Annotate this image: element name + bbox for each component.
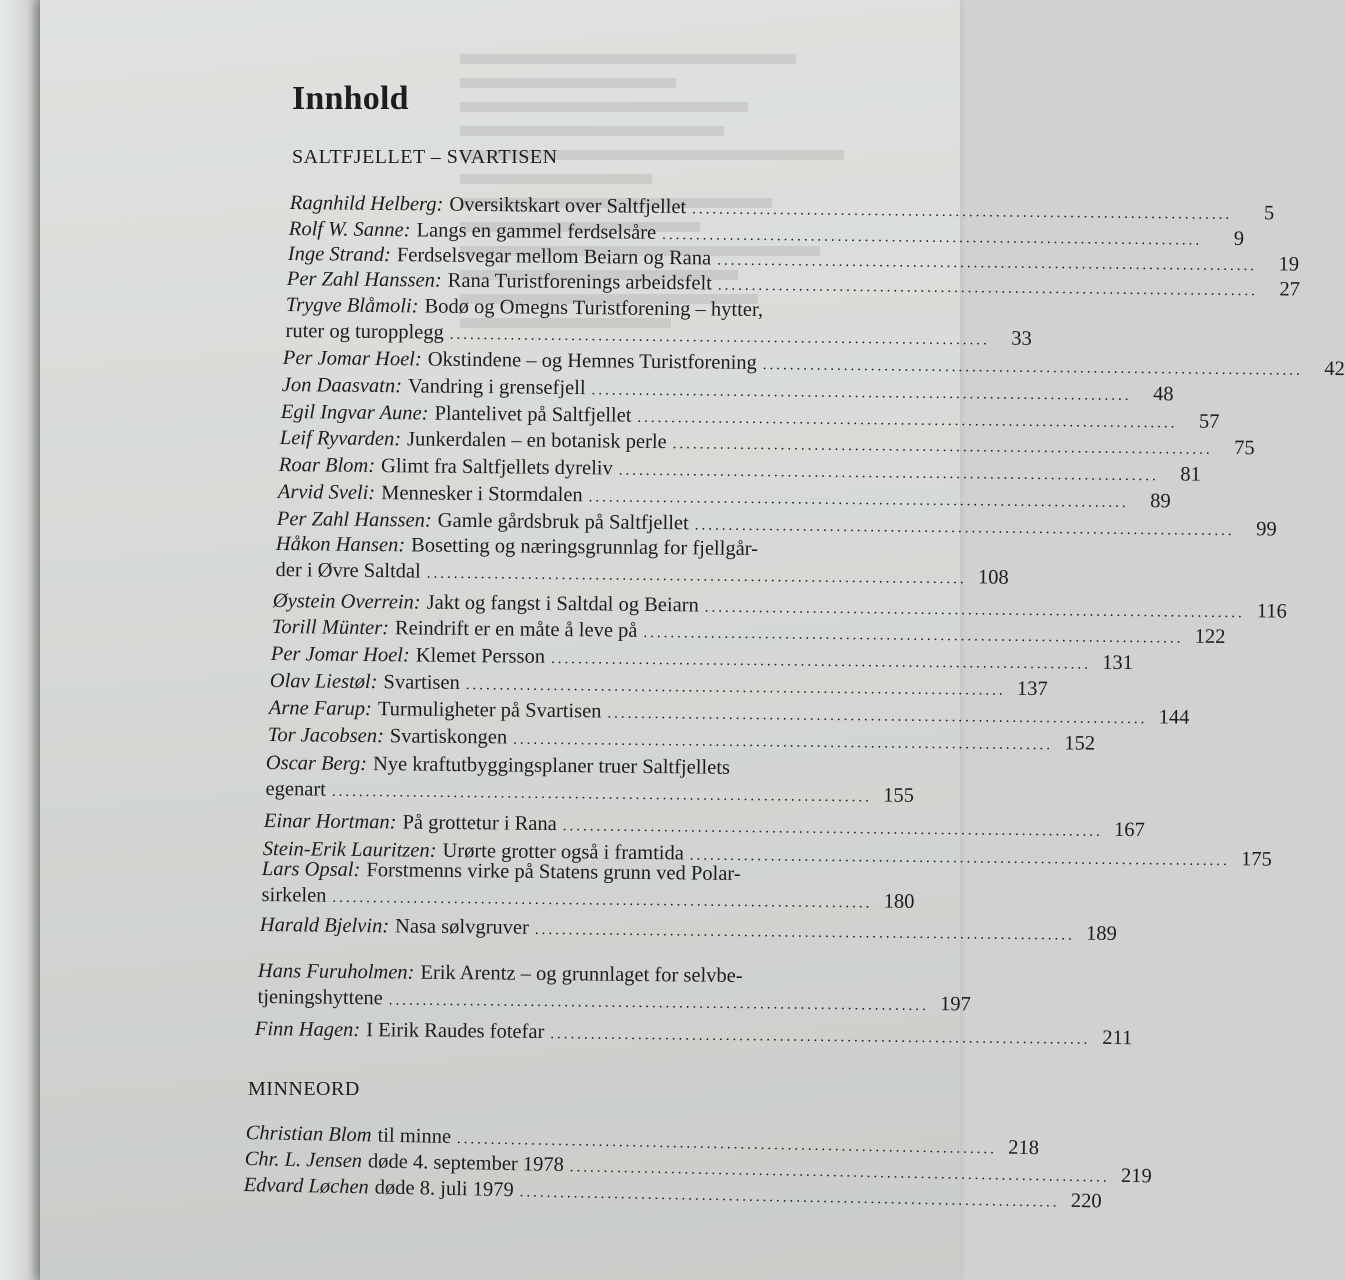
leader-dots: ................................................................................ (717, 252, 1258, 275)
entry-title: Turmuligheter på Svartisen (377, 698, 602, 723)
leader-dots: ................................................................................ (588, 489, 1129, 511)
entry-author: Edvard Løchen (243, 1173, 370, 1199)
entry-title: Svartisen (383, 671, 460, 694)
toc-entry (261, 856, 915, 916)
leader-dots: ................................................................................ (562, 818, 1103, 840)
entry-title: Oversiktskart over Saltfjellet (449, 193, 687, 219)
page-number: 211 (1102, 1026, 1133, 1050)
page-number: 108 (977, 566, 1009, 589)
leader-dots: ................................................................................ (426, 565, 967, 588)
page-number: 180 (883, 890, 915, 913)
entry-title-continued: egenart (265, 777, 327, 801)
section-heading: MINNEORD (248, 1078, 360, 1100)
entry-author: Rolf W. Sanne: (288, 217, 411, 242)
leader-dots: ................................................................................ (689, 847, 1230, 870)
entry-author: Stein-Erik Lauritzen: (262, 837, 437, 862)
entry-author: Finn Hagen: (254, 1017, 361, 1042)
entry-title: Langs en gammel ferdselsåre (416, 219, 657, 244)
page-number: 75 (1234, 436, 1255, 460)
page-number: 155 (883, 784, 914, 807)
leader-dots: ................................................................................ (465, 677, 1006, 699)
entry-title: Svartiskongen (389, 725, 508, 749)
leader-dots: ................................................................................ (643, 624, 1184, 647)
entry-title: Bosetting og næringsgrunnlag for fjellgår- (410, 534, 759, 561)
leader-dots: ................................................................................ (694, 517, 1235, 540)
toc-entry (257, 958, 971, 1019)
entry-title: til minne (377, 1124, 452, 1148)
entry-author: Oscar Berg: (265, 751, 368, 776)
entry-author: Arne Farup: (268, 696, 373, 721)
entry-author: Lars Opsal: (261, 857, 361, 882)
entry-title: Plantelivet på Saltfjellet (434, 402, 632, 427)
entry-title: døde 4. september 1978 (367, 1150, 565, 1177)
page-number: 152 (1064, 732, 1096, 755)
page-number: 218 (1007, 1136, 1040, 1160)
entry-author: Inge Strand: (287, 242, 392, 267)
toc-entry (275, 531, 1009, 591)
page-number: 81 (1180, 463, 1201, 486)
entry-author: Per Jomar Hoel: (282, 346, 422, 371)
leader-dots: ................................................................................ (717, 277, 1258, 300)
entry-title: Vandring i grensefjell (407, 375, 586, 400)
leader-dots: ................................................................................ (662, 226, 1203, 249)
leader-dots: ................................................................................ (534, 921, 1075, 944)
page-number: 220 (1070, 1189, 1102, 1213)
entry-title: Junkerdalen – en botanisk perle (407, 428, 667, 454)
entry-author: Tor Jacobsen: (267, 723, 384, 748)
page-number: 5 (1263, 202, 1275, 225)
entry-title: Urørte grotter også i framtida (442, 839, 684, 865)
entry-author: Harald Bjelvin: (259, 913, 390, 938)
leader-dots: ................................................................................ (519, 1184, 1060, 1211)
entry-author: Øystein Overrein: (272, 589, 421, 614)
page-number: 99 (1256, 518, 1277, 541)
page-number: 167 (1113, 818, 1145, 842)
entry-author: Olav Liestøl: (269, 669, 378, 694)
leader-dots: ................................................................................ (569, 1159, 1110, 1186)
book-gutter (0, 0, 40, 1280)
leader-dots: ................................................................................ (637, 409, 1178, 432)
entry-title: Forstmenns virke på Statens grunn ved Polar- (366, 859, 741, 886)
entry-title: Erik Arentz – og grunnlaget for selvbe- (420, 961, 743, 988)
leader-dots: ................................................................................ (762, 357, 1303, 379)
leader-dots: ................................................................................ (513, 731, 1054, 754)
page-number: 189 (1085, 922, 1117, 945)
toc-entry (285, 292, 1032, 352)
entry-title: Glimt fra Saltfjellets dyreliv (380, 455, 613, 480)
leader-dots: ................................................................................ (331, 783, 872, 806)
entry-title: Bodø og Omegns Turistforening – hytter, (424, 295, 764, 321)
entry-author: Torill Münter: (271, 615, 390, 640)
leader-dots: ................................................................................ (704, 599, 1245, 622)
page-number: 175 (1240, 848, 1272, 871)
page-number: 19 (1278, 253, 1300, 276)
entry-author: Leif Ryvarden: (279, 426, 402, 451)
leader-dots: ................................................................................ (591, 382, 1132, 404)
entry-title: Klemet Persson (415, 644, 546, 668)
leader-dots: ................................................................................ (332, 889, 873, 912)
entry-author: Egil Ingvar Aune: (280, 400, 429, 425)
leader-dots: ................................................................................ (607, 705, 1148, 728)
page-number: 197 (939, 993, 971, 1016)
entry-author: Per Jomar Hoel: (270, 642, 410, 667)
entry-author: Arvid Sveli: (277, 480, 376, 505)
toc-entry (265, 750, 914, 810)
entry-author: Trygve Blåmoli: (285, 293, 419, 318)
leader-dots: ................................................................................ (618, 462, 1159, 485)
page-number: 89 (1150, 490, 1171, 513)
leader-dots: ................................................................................ (550, 650, 1092, 673)
page-number: 131 (1102, 651, 1134, 675)
entry-author: Chr. L. Jensen (244, 1147, 363, 1173)
page-number: 116 (1256, 600, 1287, 623)
entry-title: Mennesker i Stormdalen (381, 482, 583, 507)
entry-author: Einar Hortman: (263, 809, 397, 834)
leader-dots: ................................................................................ (550, 1026, 1091, 1048)
entry-title-continued: tjeningshyttene (257, 985, 383, 1010)
entry-author: Ragnhild Helberg: (289, 191, 444, 216)
leader-dots: ................................................................................ (456, 1131, 998, 1158)
page-number: 42 (1324, 357, 1345, 381)
leader-dots: ................................................................................ (449, 326, 990, 349)
entry-title: På grottetur i Rana (402, 811, 557, 836)
entry-title: I Eirik Raudes fotefar (366, 1019, 545, 1044)
page-number: 144 (1158, 706, 1190, 729)
entry-title: Okstindene – og Hemnes Turistforening (427, 348, 757, 374)
entry-author: Hans Furuholmen: (257, 959, 415, 984)
entry-author: Christian Blom (245, 1121, 372, 1147)
entry-title: Rana Turistforenings arbeidsfelt (447, 269, 713, 295)
page-number: 219 (1120, 1164, 1152, 1188)
page-number: 137 (1016, 677, 1048, 701)
page-title: Innhold (292, 80, 409, 117)
entry-title: Gamle gårdsbruk på Saltfjellet (437, 509, 689, 535)
entry-title-continued: der i Øvre Saltdal (275, 558, 421, 583)
entry-title-continued: ruter og turopplegg (285, 319, 444, 344)
page-number: 57 (1198, 410, 1220, 433)
entry-author: Jon Daasvatn: (281, 373, 403, 398)
page-number: 48 (1152, 383, 1174, 406)
entry-author: Per Zahl Hanssen: (276, 507, 432, 532)
entry-author: Håkon Hansen: (275, 532, 406, 557)
entry-author: Per Zahl Hanssen: (286, 267, 442, 292)
entry-title: Ferdselsvegar mellom Beiarn og Rana (396, 244, 712, 270)
entry-title: Nye kraftutbyggingsplaner truer Saltfjellets (372, 753, 731, 779)
page-number: 9 (1233, 227, 1245, 251)
entry-title: Jakt og fangst i Saltdal og Beiarn (426, 591, 699, 617)
page-number: 27 (1279, 278, 1301, 301)
page-number: 33 (1011, 327, 1032, 350)
entry-title-continued: sirkelen (261, 883, 327, 907)
leader-dots: ................................................................................ (672, 436, 1213, 458)
entry-title: Nasa sølvgruver (394, 915, 529, 939)
section-heading: SALTFJELLET – SVARTISEN (292, 146, 558, 168)
page-number: 122 (1194, 625, 1226, 648)
leader-dots: ................................................................................ (692, 201, 1233, 223)
entry-title: Reindrift er en måte å leve på (394, 617, 638, 642)
entry-author: Roar Blom: (278, 453, 376, 478)
leader-dots: ................................................................................ (388, 992, 929, 1015)
entry-title: døde 8. juli 1979 (374, 1176, 514, 1202)
